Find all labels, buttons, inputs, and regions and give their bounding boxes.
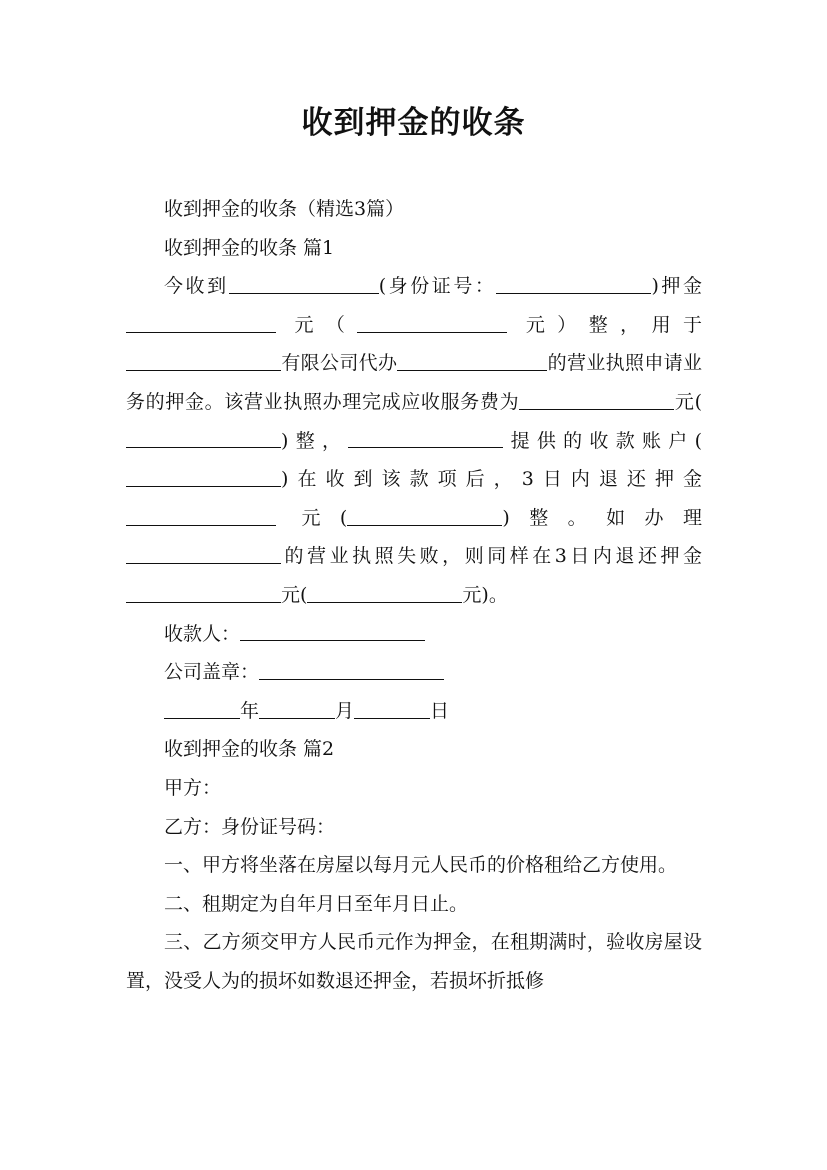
text-segment: (身份证号： <box>378 275 497 298</box>
blank-line <box>347 507 502 526</box>
seal-label: 公司盖章： <box>164 661 260 684</box>
blank-line <box>164 700 240 719</box>
blank-line <box>357 314 507 333</box>
blank-line <box>259 661 444 680</box>
part2-heading: 收到押金的收条 篇2 <box>164 738 335 761</box>
blank-line <box>126 352 281 371</box>
seal-line <box>126 653 702 692</box>
clause-3: 三、乙方须交甲方人民币元作为押金，在租期满时，验收房屋设置，没受人为的损坏如数退还押金，若损坏折抵修 <box>126 931 702 992</box>
blank-line <box>126 468 281 487</box>
text-segment: 元（ <box>294 313 358 336</box>
text-segment: 元( <box>281 583 308 606</box>
clause-1: 一、甲方将坐落在房屋以每月元人民币的价格租给乙方使用。 <box>164 854 678 877</box>
text-segment: 元( <box>301 506 348 529</box>
text-segment: )在收到该款项后，3日内退还押金 <box>281 468 702 491</box>
clause-2: 二、租期定为自年月日至年月日止。 <box>164 892 469 915</box>
text-segment: )押金 <box>651 275 702 298</box>
blank-line <box>126 545 281 564</box>
blank-line <box>354 700 430 719</box>
blank-line <box>259 700 335 719</box>
text-segment: 元)。 <box>462 583 508 606</box>
document-body <box>126 190 702 1000</box>
blank-line <box>519 391 674 410</box>
blank-line <box>397 352 547 371</box>
year-label: 年 <box>240 699 260 722</box>
intro-line: 收到押金的收条（精选3篇） <box>164 198 405 220</box>
blank-line <box>126 314 276 333</box>
day-label: 日 <box>430 699 450 722</box>
text-segment: )整。如办理 <box>502 506 702 529</box>
payee-line <box>126 615 702 654</box>
blank-line <box>348 429 503 448</box>
text-segment: 的营业执照申请业务的押金。该营业执照办理完成应收服务费为 <box>126 352 702 413</box>
blank-line <box>496 275 651 294</box>
text-segment: 元）整，用于 <box>525 313 702 336</box>
blank-line <box>307 584 462 603</box>
blank-line <box>126 429 281 448</box>
document-title: 收到押金的收条 <box>301 105 526 141</box>
blank-line <box>126 584 281 603</box>
party-b-line: 乙方：身份证号码： <box>164 815 336 838</box>
part1-heading: 收到押金的收条 篇1 <box>164 236 335 259</box>
blank-line <box>229 275 379 294</box>
text-segment: 今收到 <box>164 275 229 298</box>
date-line <box>126 692 702 731</box>
month-label: 月 <box>335 699 355 722</box>
text-segment: 提供的收款账户( <box>503 429 702 452</box>
text-segment: 元( <box>674 390 702 413</box>
text-segment: )整， <box>281 429 349 452</box>
blank-line <box>126 507 276 526</box>
part1-paragraph <box>126 267 702 614</box>
blank-line <box>240 622 425 641</box>
party-a-line: 甲方： <box>164 776 222 799</box>
text-segment: 的营业执照失败，则同样在3日内退还押金 <box>281 545 702 568</box>
text-segment: 有限公司代办 <box>281 352 398 375</box>
payee-label: 收款人： <box>164 622 241 645</box>
